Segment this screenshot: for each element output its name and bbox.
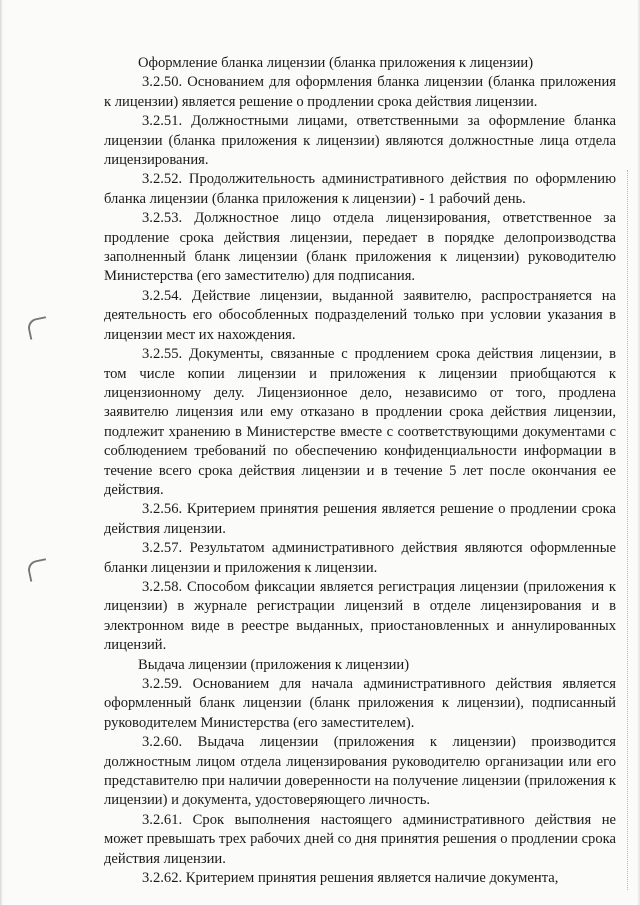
punch-hole-mark [26, 558, 50, 582]
paragraph: 3.2.52. Продолжительность административного действия по оформлению бланка лицензии (бланка приложения к лицензии) - 1 рабочий день. [104, 171, 616, 207]
paragraph: 3.2.54. Действие лицензии, выданной заявителю, распространяется на деятельность его обособленных подразделений только при условии указания в лицензии мест их нахождения. [104, 287, 616, 343]
scan-edge-left [0, 0, 3, 905]
paragraph: 3.2.56. Критерием принятия решения является решение о продлении срока действия лицензии. [104, 501, 616, 537]
paragraph: 3.2.61. Срок выполнения настоящего административного действия не может превышать трех рабочих дней со дня принятия решения о продлении срока действия лицензии. [104, 811, 616, 867]
paragraph: 3.2.57. Результатом административного действия являются оформленные бланки лицензии и приложения к лицензии. [104, 540, 616, 576]
paragraph: 3.2.59. Основанием для начала административного действия является оформленный бланк лицензии (бланк приложения к лицензии), подписанный руководителем Министерства (его заместителем). [104, 676, 616, 731]
paragraph: 3.2.62. Критерием принятия решения является наличие документа, [142, 870, 559, 887]
paragraph: 3.2.50. Основанием для оформления бланка лицензии (бланка приложения к лицензии) является решение о продлении срока действия лицензии. [104, 74, 616, 110]
section-heading: Выдача лицензии (приложения к лицензии) [138, 656, 410, 673]
paragraph: 3.2.53. Должностное лицо отдела лицензирования, ответственное за продление срока действия лицензии, передает в порядке делопроизводства заполненный бланк лицензии (бланк приложения к лицензии) руководителю Министерства (его заместителю) для подписания. [104, 210, 616, 285]
paragraph: 3.2.58. Способом фиксации является регистрация лицензии (приложения к лицензии) в журнале регистрации лицензий в отделе лицензирования и в электронном виде в реестре выданных, приостановленных и аннулированных лицензий. [104, 578, 616, 654]
paragraph: 3.2.51. Должностными лицами, ответственными за оформление бланка лицензии (бланка приложения к лицензии) являются должностные лица отдела лицензирования. [104, 113, 616, 169]
margin-dotted-line [626, 170, 628, 890]
section-heading: Оформление бланка лицензии (бланка приложения к лицензии) [138, 55, 534, 71]
document-body [104, 54, 616, 888]
paragraph: 3.2.55. Документы, связанные с продлением срока действия лицензии, в том числе копии лицензии и приложения к лицензии приобщаются к лицензионному делу. Лицензионное дело, независимо от того, продлена заявителю лицензия или ему отказано в продлении срока действия лицензии, подлежит хранению в Министерстве вместе с соответствующими документами с соблюдением требований по обеспечению конфиденциальности информации в течение всего срока действия лицензии и в течение 5 лет после окончания ее действия. [104, 346, 616, 498]
paragraph: 3.2.60. Выдача лицензии (приложения к лицензии) производится должностным лицом отдела лицензирования руководителю организации или его представителю при наличии доверенности на получение лицензии (приложения к лицензии) и документа, удостоверяющего личность. [104, 734, 616, 809]
punch-hole-mark [26, 316, 50, 340]
